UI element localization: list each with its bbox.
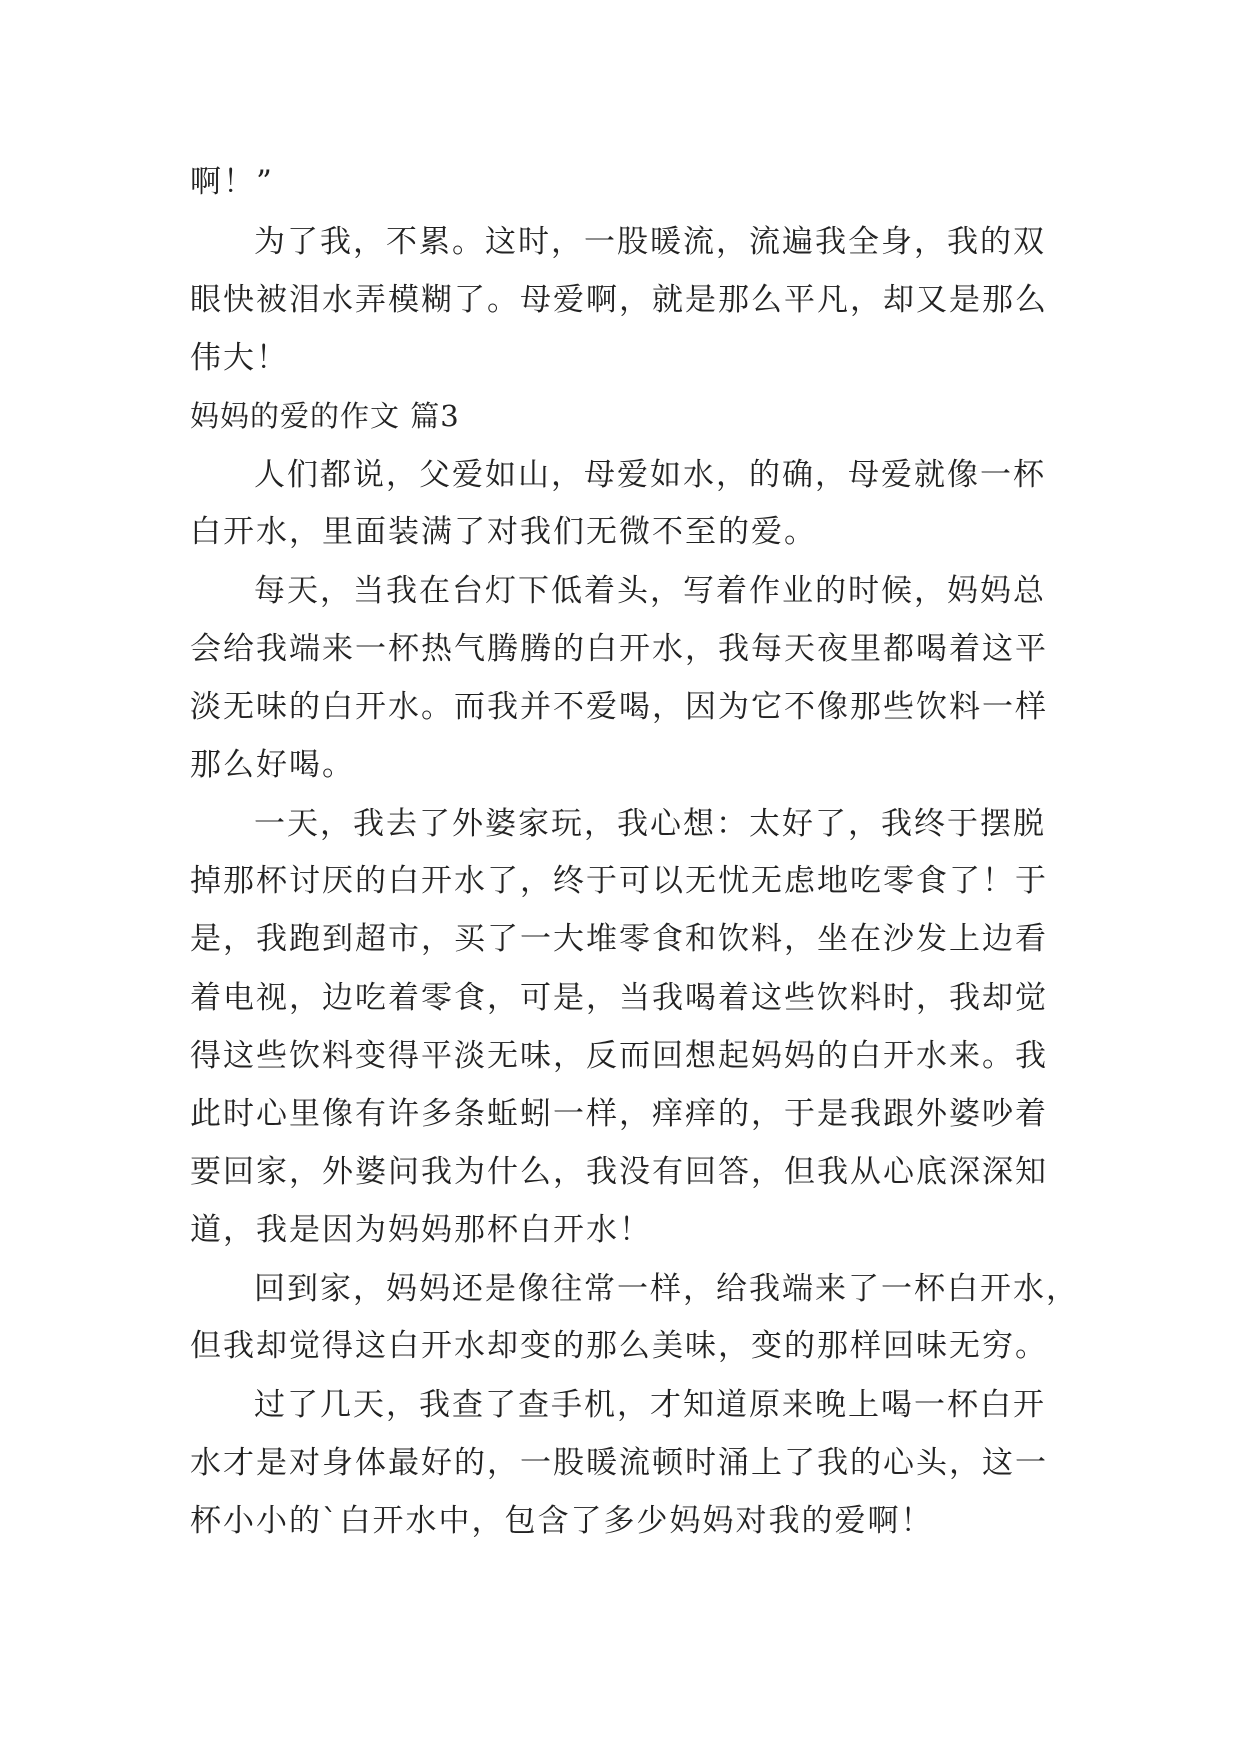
- text-line: 着电视，边吃着零食，可是，当我喝着这些饮料时，我却觉: [190, 980, 1048, 1016]
- paragraph-line: 回到家，妈妈还是像往常一样，给我端来了一杯白开水，: [254, 1271, 1079, 1307]
- paragraph-line: 一天，我去了外婆家玩，我心想：太好了，我终于摆脱: [254, 806, 1046, 842]
- text-line: 要回家，外婆问我为什么，我没有回答，但我从心底深深知: [190, 1154, 1048, 1190]
- text-line: 掉那杯讨厌的白开水了，终于可以无忧无虑地吃零食了！于: [190, 863, 1048, 899]
- text-line: 得这些饮料变得平淡无味，反而回想起妈妈的白开水来。我: [190, 1038, 1048, 1074]
- paragraph-line: 为了我，不累。这时，一股暖流，流遍我全身，我的双: [254, 224, 1046, 260]
- text-line: 淡无味的白开水。而我并不爱喝，因为它不像那些饮料一样: [190, 689, 1048, 725]
- text-line: 白开水，里面装满了对我们无微不至的爱。: [190, 514, 817, 550]
- text-line: 是，我跑到超市，买了一大堆零食和饮料，坐在沙发上边看: [190, 921, 1048, 957]
- text-line: 啊！”: [190, 164, 274, 200]
- text-line: 水才是对身体最好的，一股暖流顿时涌上了我的心头，这一: [190, 1445, 1048, 1481]
- text-line: 眼快被泪水弄模糊了。母爱啊，就是那么平凡，却又是那么: [190, 282, 1048, 318]
- paragraph-line: 每天，当我在台灯下低着头，写着作业的时候，妈妈总: [254, 573, 1046, 609]
- text-line: 伟大！: [190, 340, 289, 376]
- text-line: 杯小小的`白开水中，包含了多少妈妈对我的爱啊！: [190, 1503, 934, 1539]
- section-heading: 妈妈的爱的作文 篇3: [190, 399, 460, 433]
- text-line: 但我却觉得这白开水却变的那么美味，变的那样回味无穷。: [190, 1328, 1048, 1364]
- text-line: 那么好喝。: [190, 747, 355, 783]
- paragraph-line: 过了几天，我查了查手机，才知道原来晚上喝一杯白开: [254, 1387, 1046, 1423]
- text-line: 此时心里像有许多条蚯蚓一样，痒痒的，于是我跟外婆吵着: [190, 1096, 1048, 1132]
- text-line: 道，我是因为妈妈那杯白开水！: [190, 1212, 652, 1248]
- paragraph-line: 人们都说，父爱如山，母爱如水，的确，母爱就像一杯: [254, 457, 1046, 493]
- text-line: 会给我端来一杯热气腾腾的白开水，我每天夜里都喝着这平: [190, 631, 1048, 667]
